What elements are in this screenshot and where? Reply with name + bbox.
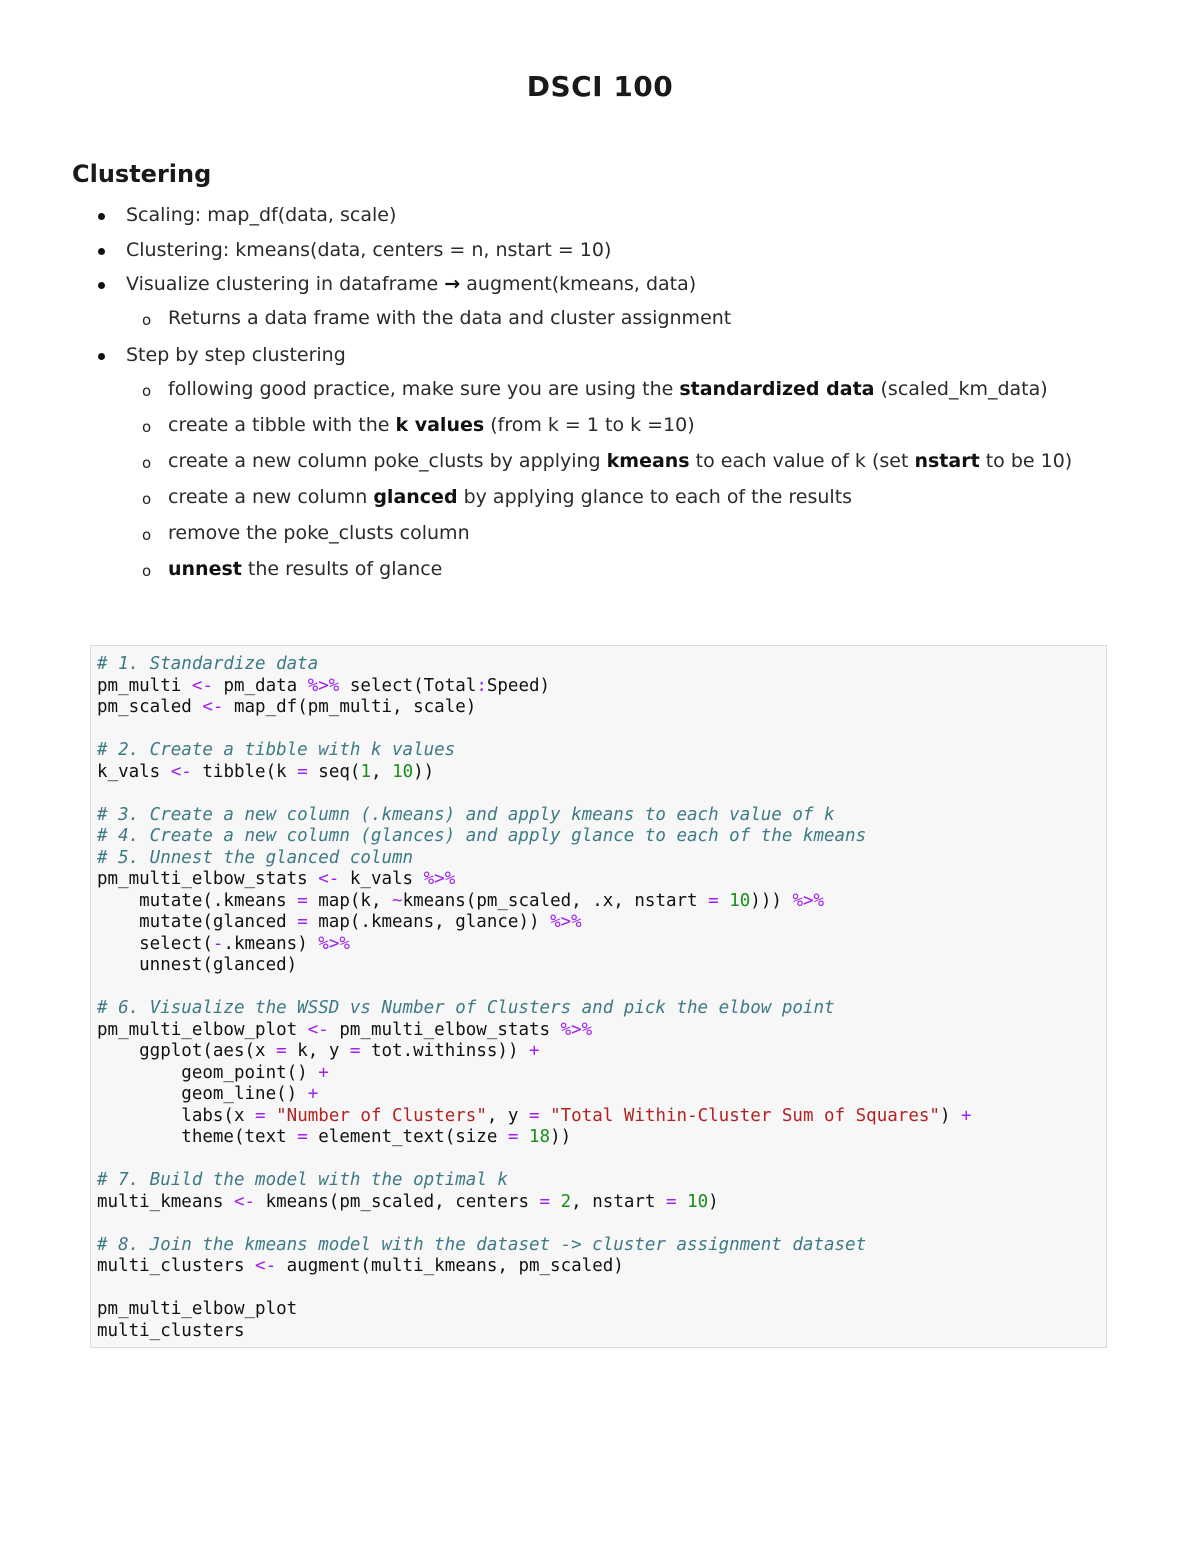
sub-bullet-returns: o Returns a data frame with the data and cluster assignment bbox=[142, 307, 732, 329]
code-line: theme(text = element_text(size = 18)) bbox=[97, 1127, 572, 1147]
bullet-step-by-step: Step by step clustering bbox=[126, 344, 346, 366]
bullet-scaling: Scaling: map_df(data, scale) bbox=[126, 204, 396, 226]
code-line: unnest(glanced) bbox=[97, 955, 298, 975]
page-title: DSCI 100 bbox=[526, 70, 674, 103]
circle-bullet-icon: o bbox=[142, 418, 152, 436]
circle-bullet-icon: o bbox=[142, 562, 152, 580]
bullet-dot bbox=[98, 282, 105, 289]
sub-bullet-remove: o remove the poke_clusts column bbox=[142, 522, 470, 544]
bullet-dot bbox=[98, 353, 105, 360]
circle-bullet-icon: o bbox=[142, 382, 152, 400]
section-heading-clustering: Clustering bbox=[72, 160, 212, 188]
code-comment: # 8. Join the kmeans model with the dataset -> cluster assignment dataset bbox=[97, 1235, 867, 1255]
code-line: pm_multi_elbow_plot <- pm_multi_elbow_stats %>% bbox=[97, 1020, 593, 1040]
code-comment: # 5. Unnest the glanced column bbox=[97, 848, 414, 868]
code-line: pm_scaled <- map_df(pm_multi, scale) bbox=[97, 697, 477, 717]
code-comment: # 6. Visualize the WSSD vs Number of Clusters and pick the elbow point bbox=[97, 998, 835, 1018]
code-line: pm_multi <- pm_data %>% select(Total:Speed) bbox=[97, 676, 551, 696]
sub-bullet-k-values: o create a tibble with the k values (from k = 1 to k =10) bbox=[142, 414, 695, 436]
bullet-clustering: Clustering: kmeans(data, centers = n, nstart = 10) bbox=[126, 239, 611, 261]
code-comment: # 1. Standardize data bbox=[97, 654, 319, 674]
code-line: geom_line() + bbox=[97, 1084, 319, 1104]
sub-bullet-kmeans: o create a new column poke_clusts by applying kmeans to each value of k (set nstart to be 10) bbox=[142, 450, 1073, 472]
code-line: select(-.kmeans) %>% bbox=[97, 934, 350, 954]
bullet-dot bbox=[98, 213, 105, 220]
circle-bullet-icon: o bbox=[142, 526, 152, 544]
code-line: pm_multi_elbow_plot bbox=[97, 1299, 298, 1319]
code-line: geom_point() + bbox=[97, 1063, 329, 1083]
code-line: ggplot(aes(x = k, y = tot.withinss)) + bbox=[97, 1041, 540, 1061]
sub-bullet-glanced: o create a new column glanced by applying glance to each of the results bbox=[142, 486, 853, 508]
code-line: mutate(glanced = map(.kmeans, glance)) %>% bbox=[97, 912, 582, 932]
code-comment: # 2. Create a tibble with k values bbox=[97, 740, 456, 760]
code-line: mutate(.kmeans = map(k, ~kmeans(pm_scaled, .x, nstart = 10))) %>% bbox=[97, 891, 825, 911]
code-comment: # 7. Build the model with the optimal k bbox=[97, 1170, 508, 1190]
code-comment: # 4. Create a new column (glances) and apply glance to each of the kmeans bbox=[97, 826, 867, 846]
circle-bullet-icon: o bbox=[142, 311, 152, 329]
code-block bbox=[90, 645, 1107, 1348]
code-line: multi_kmeans <- kmeans(pm_scaled, centers = 2, nstart = 10) bbox=[97, 1192, 719, 1212]
sub-bullet-unnest: o unnest the results of glance bbox=[142, 558, 443, 580]
code-line: multi_clusters <- augment(multi_kmeans, pm_scaled) bbox=[97, 1256, 624, 1276]
circle-bullet-icon: o bbox=[142, 490, 152, 508]
circle-bullet-icon: o bbox=[142, 454, 152, 472]
code-line: labs(x = "Number of Clusters", y = "Total Within-Cluster Sum of Squares") + bbox=[97, 1106, 972, 1126]
bullet-dot bbox=[98, 248, 105, 255]
code-line: k_vals <- tibble(k = seq(1, 10)) bbox=[97, 762, 435, 782]
code-line: multi_clusters bbox=[97, 1321, 245, 1341]
code-comment: # 3. Create a new column (.kmeans) and apply kmeans to each value of k bbox=[97, 805, 835, 825]
bullet-visualize: Visualize clustering in dataframe → augment(kmeans, data) bbox=[126, 273, 696, 295]
arrow-right-icon: → bbox=[444, 273, 461, 295]
sub-bullet-standardized: o following good practice, make sure you are using the standardized data (scaled_km_data) bbox=[142, 378, 1048, 400]
code-line: pm_multi_elbow_stats <- k_vals %>% bbox=[97, 869, 456, 889]
